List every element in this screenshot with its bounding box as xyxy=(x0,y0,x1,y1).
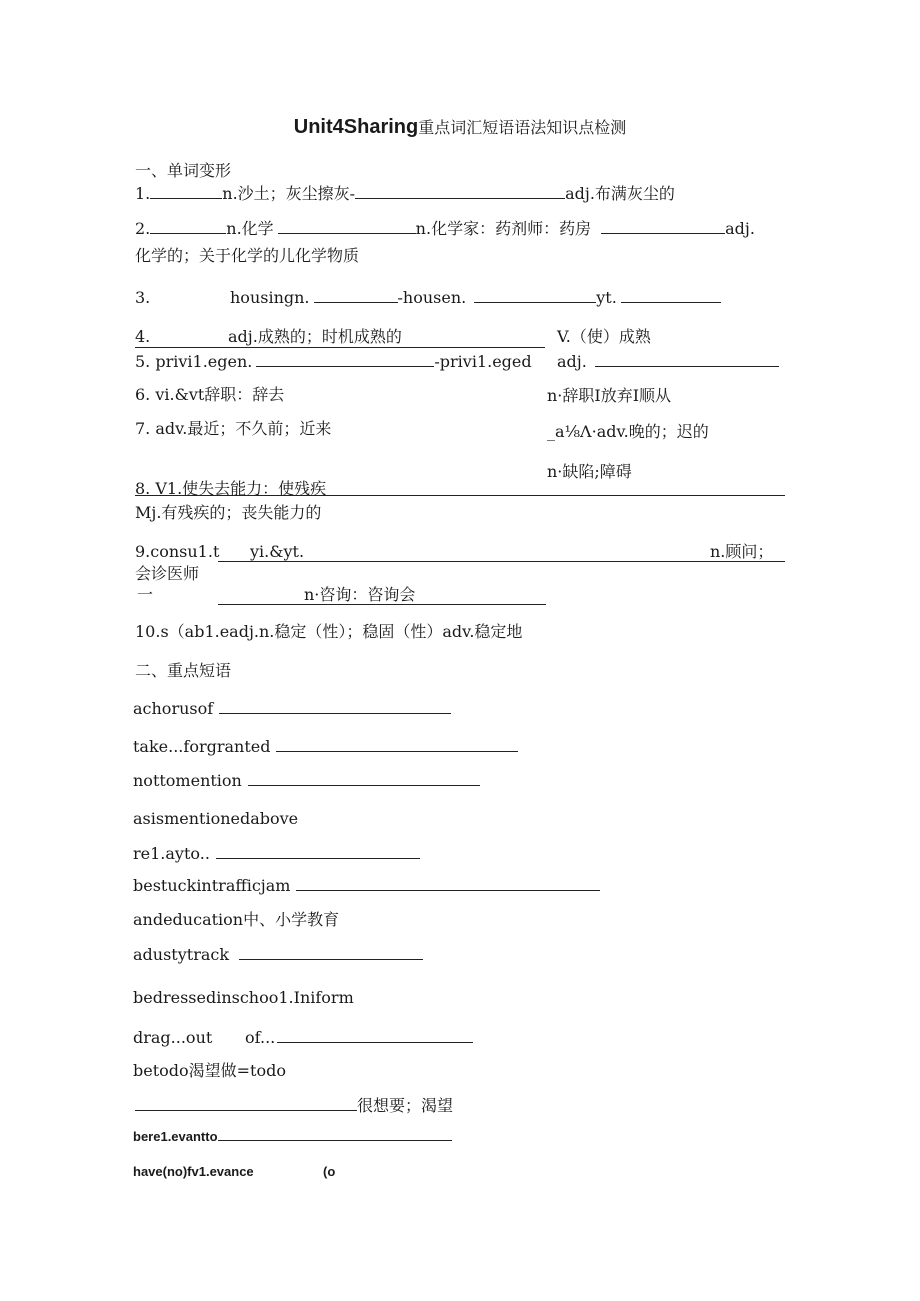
item-1-text: n.沙土；灰尘擦灰- xyxy=(222,184,356,203)
blank[interactable] xyxy=(135,1096,357,1111)
item-4-answer-line[interactable] xyxy=(135,347,545,348)
blank[interactable] xyxy=(219,699,451,714)
item-9-text-c: n·咨询：咨询会 xyxy=(304,585,416,604)
item-1-suffix: adj.布满灰尘的 xyxy=(565,184,675,203)
phrase-10-right xyxy=(245,1028,473,1048)
phrase-3-text: nottomention xyxy=(133,771,242,790)
blank[interactable] xyxy=(296,876,600,891)
phrase-5-text: re1.ayto.. xyxy=(133,844,210,863)
blank[interactable] xyxy=(150,219,226,234)
item-1-number: 1. xyxy=(135,184,151,203)
title-english: Unit4Sharing xyxy=(293,116,419,138)
blank[interactable] xyxy=(216,844,420,859)
item-8-text: 8. V1.使失去能力：使残疾 xyxy=(135,479,327,498)
blank[interactable] xyxy=(474,288,596,303)
phrase-5 xyxy=(133,844,420,864)
phrase-10 xyxy=(133,1028,212,1048)
item-2-text-c: adj. xyxy=(725,219,755,238)
phrase-1-text: achorusof xyxy=(133,699,214,718)
item-2-text-a: n.化学 xyxy=(226,219,274,238)
phrase-4: asismentionedabove xyxy=(133,809,299,828)
item-5-text-b: -privi1.eged xyxy=(434,352,532,371)
page-title xyxy=(0,115,920,139)
item-2-text-b: n.化学家：药剂师：药房 xyxy=(415,219,592,238)
phrase-1 xyxy=(133,699,451,719)
blank[interactable] xyxy=(239,945,423,960)
phrase-12-text: 很想要；渴望 xyxy=(357,1096,454,1115)
phrase-6-text: bestuckintrafficjam xyxy=(133,876,291,895)
item-4-suffix: V.（使）成熟 xyxy=(557,327,651,346)
section-heading-word-forms: 一、单词变形 xyxy=(135,161,232,180)
item-8-noun: n·缺陷;障碍 xyxy=(547,462,632,481)
phrase-7: andeducation中、小学教育 xyxy=(133,910,340,929)
item-7-text-b: _a⅛Λ·adv.晚的；迟的 xyxy=(547,422,709,441)
section-heading-phrases: 二、重点短语 xyxy=(135,661,232,680)
phrase-14-text-a: have(no)fv1.evance xyxy=(133,1164,254,1179)
phrase-11: betodo渴望做=todo xyxy=(133,1061,286,1080)
item-3-text-c: yt. xyxy=(596,288,617,307)
phrase-8 xyxy=(133,945,423,965)
item-9-number: 9.consu1.t xyxy=(135,542,220,561)
item-2 xyxy=(135,219,755,239)
item-3-number: 3. xyxy=(135,288,151,307)
blank[interactable] xyxy=(355,184,565,199)
item-9-answer-line[interactable] xyxy=(218,561,785,562)
item-9-text-b: n.顾问； xyxy=(710,542,774,561)
phrase-12 xyxy=(135,1096,453,1116)
phrase-2 xyxy=(133,737,518,757)
item-8-continued: Mj.有残疾的；丧失能力的 xyxy=(135,503,322,522)
blank[interactable] xyxy=(248,771,480,786)
blank[interactable] xyxy=(150,184,222,199)
item-6-text-b: n·辞职I放弃I顺从 xyxy=(547,386,672,405)
item-7-text-a: 7. adv.最近；不久前；近来 xyxy=(135,419,332,438)
item-4-text: adj.成熟的；时机成熟的 xyxy=(228,327,402,346)
blank[interactable] xyxy=(277,1028,473,1043)
item-5-text-c: adj. xyxy=(557,352,587,371)
item-5-text-a: 5. privi1.egen. xyxy=(135,352,253,371)
phrase-13-text: bere1.evantto xyxy=(133,1129,218,1144)
blank[interactable] xyxy=(621,288,721,303)
item-5 xyxy=(135,352,532,372)
phrase-8-text: adustytrack xyxy=(133,945,230,964)
item-2-number: 2. xyxy=(135,219,151,238)
phrase-9: bedressedinschoo1.Iniform xyxy=(133,988,354,1007)
phrase-10-text-b: of... xyxy=(245,1028,276,1047)
blank[interactable] xyxy=(278,219,416,234)
item-1 xyxy=(135,184,675,204)
item-9-dash: 一 xyxy=(137,585,154,604)
item-6-text-a: 6. vi.&vt辞职：辞去 xyxy=(135,385,285,404)
blank[interactable] xyxy=(256,352,434,367)
blank[interactable] xyxy=(314,288,398,303)
blank[interactable] xyxy=(218,1128,452,1141)
item-5-right xyxy=(557,352,779,372)
blank[interactable] xyxy=(601,219,725,234)
item-4-number: 4. xyxy=(135,327,151,346)
item-3-text-b: -housen. xyxy=(397,288,467,307)
title-chinese: 重点词汇短语语法知识点检测 xyxy=(418,118,627,137)
item-2-continued: 化学的；关于化学的儿化学物质 xyxy=(135,246,360,265)
phrase-13 xyxy=(133,1127,452,1147)
item-3 xyxy=(230,288,721,308)
item-10: 10.s（ab1.eadj.n.稳定（性）；稳固（性）adv.稳定地 xyxy=(135,622,523,641)
item-8-answer-line[interactable] xyxy=(135,495,785,496)
item-9-text-a: yi.&yt. xyxy=(250,542,305,561)
phrase-14-text-b: (o xyxy=(323,1164,336,1179)
item-9-continued: 会诊医师 xyxy=(135,564,200,583)
phrase-2-text: take...forgranted xyxy=(133,737,271,756)
phrase-10-text-a: drag...out xyxy=(133,1028,213,1047)
phrase-3 xyxy=(133,771,480,791)
phrase-6 xyxy=(133,876,600,896)
blank[interactable] xyxy=(595,352,779,367)
item-3-text-a: housingn. xyxy=(230,288,310,307)
blank[interactable] xyxy=(276,737,518,752)
